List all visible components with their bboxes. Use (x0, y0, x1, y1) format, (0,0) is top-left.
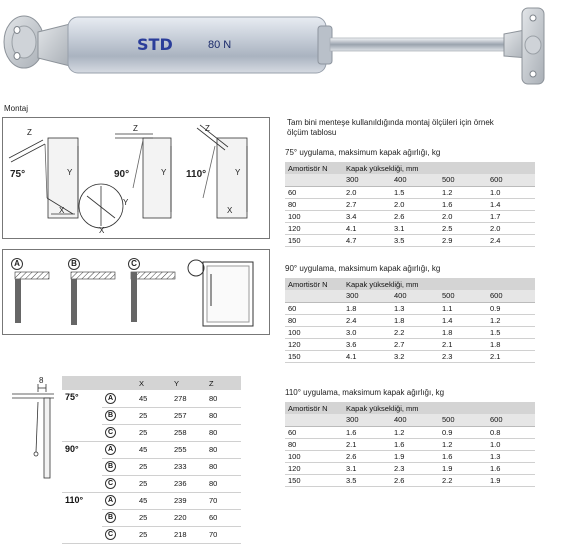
spec-table-75 (285, 148, 535, 247)
variant-diagram-panel (2, 249, 270, 335)
table-row: B 25 233 80 (62, 458, 241, 475)
height-header: 500 (439, 174, 487, 186)
intro-text-line-2: ölçüm tablosu (287, 128, 337, 137)
table-row: 75° A 45 278 80 (62, 390, 241, 407)
table-row: 120 3.1 2.3 1.9 1.6 (285, 462, 535, 474)
height-header: 500 (439, 414, 487, 426)
table-row: 60 1.6 1.2 0.9 0.8 (285, 426, 535, 438)
table-row: 110° A 45 239 70 (62, 492, 241, 509)
height-header: 500 (439, 290, 487, 302)
axis-y-75: Y (67, 168, 73, 177)
variant-badge: B (105, 410, 116, 421)
table-row: 100 3.4 2.6 2.0 1.7 (285, 210, 535, 222)
montaj-heading: Montaj (4, 104, 29, 113)
table-row: 60 2.0 1.5 1.2 1.0 (285, 186, 535, 198)
col-label-height: Kapak yüksekliği, mm (343, 402, 535, 414)
table-row: 80 2.4 1.8 1.4 1.2 (285, 314, 535, 326)
table-row: C 25 258 80 (62, 424, 241, 441)
variant-badge: C (105, 529, 116, 540)
axis-y-detail: Y (123, 198, 129, 207)
axis-z-75: Z (27, 128, 32, 137)
table-row: 100 3.0 2.2 1.8 1.5 (285, 326, 535, 338)
axis-x-110: X (227, 206, 233, 215)
height-header: 600 (487, 174, 535, 186)
col-label-shock: Amortisör N (285, 402, 343, 414)
intro-text-line-1: Tam bini menteşe kullanıldığında montaj ölçüleri için örnek (287, 118, 494, 127)
variant-label-a: A (11, 258, 23, 270)
cabinet-sketch (8, 372, 58, 482)
dimension-label: 8 (39, 376, 44, 385)
table-row: C 25 236 80 (62, 475, 241, 492)
axis-z-110: Z (205, 124, 210, 133)
table-row: 120 3.6 2.7 2.1 1.8 (285, 338, 535, 350)
height-header: 600 (487, 290, 535, 302)
position-table-grid (62, 376, 241, 544)
spec-table-grid (285, 402, 535, 487)
spec-table-90 (285, 264, 535, 363)
height-header: 400 (391, 290, 439, 302)
mounting-diagram-panel (2, 117, 270, 239)
height-header: 400 (391, 174, 439, 186)
strut-force-label: 80 N (208, 39, 232, 51)
axis-y-110: Y (235, 168, 241, 177)
gas-strut-image (0, 0, 569, 95)
spec-table-title: 75° uygulama, maksimum kapak ağırlığı, kg (285, 148, 441, 157)
header-x: X (136, 376, 171, 390)
variant-label-b: B (68, 258, 80, 270)
spec-table-title: 110° uygulama, maksimum kapak ağırlığı, kg (285, 388, 445, 397)
spec-table-grid (285, 162, 535, 247)
col-label-shock: Amortisör N (285, 162, 343, 174)
axis-x-75: X (59, 206, 65, 215)
angle-label: 110° (62, 492, 102, 543)
spec-table-grid (285, 278, 535, 363)
table-row: 120 4.1 3.1 2.5 2.0 (285, 222, 535, 234)
angle-label: 90° (62, 441, 102, 492)
spec-table-110 (285, 388, 535, 487)
height-header: 400 (391, 414, 439, 426)
angle-label-75: 75° (10, 169, 26, 180)
col-label-height: Kapak yüksekliği, mm (343, 162, 535, 174)
header-z: Z (206, 376, 241, 390)
table-row: 150 4.1 3.2 2.3 2.1 (285, 350, 535, 362)
header-y: Y (171, 376, 206, 390)
table-row: 150 3.5 2.6 2.2 1.9 (285, 474, 535, 486)
height-header: 300 (343, 290, 391, 302)
height-header: 600 (487, 414, 535, 426)
angle-label-110: 110° (186, 169, 207, 180)
table-row: 80 2.1 1.6 1.2 1.0 (285, 438, 535, 450)
height-header: 300 (343, 174, 391, 186)
table-row: 90° A 45 255 80 (62, 441, 241, 458)
position-table (62, 376, 241, 544)
table-row: 80 2.7 2.0 1.6 1.4 (285, 198, 535, 210)
strut-brand-label: STD (137, 35, 173, 54)
table-row: 100 2.6 1.9 1.6 1.3 (285, 450, 535, 462)
mounting-diagram-drawing (3, 118, 271, 240)
height-header: 300 (343, 414, 391, 426)
table-row: B 25 220 60 (62, 509, 241, 526)
cabinet-sketch-drawing (8, 372, 58, 482)
variant-badge: A (105, 393, 116, 404)
variant-badge: C (105, 478, 116, 489)
col-label-height: Kapak yüksekliği, mm (343, 278, 535, 290)
variant-label-c: C (128, 258, 140, 270)
table-row: C 25 218 70 (62, 526, 241, 543)
col-label-shock: Amortisör N (285, 278, 343, 290)
spec-table-title: 90° uygulama, maksimum kapak ağırlığı, kg (285, 264, 441, 273)
table-row: B 25 257 80 (62, 407, 241, 424)
table-row: 150 4.7 3.5 2.9 2.4 (285, 234, 535, 246)
axis-y-90: Y (161, 168, 167, 177)
variant-badge: A (105, 495, 116, 506)
variant-badge: C (105, 427, 116, 438)
variant-badge: B (105, 512, 116, 523)
axis-x-detail: X (99, 226, 105, 235)
angle-label-90: 90° (114, 169, 130, 180)
intro-text (287, 118, 494, 138)
variant-badge: A (105, 444, 116, 455)
table-row: 60 1.8 1.3 1.1 0.9 (285, 302, 535, 314)
gas-strut-drawing (0, 0, 569, 95)
angle-label: 75° (62, 390, 102, 441)
variant-badge: B (105, 461, 116, 472)
axis-z-90: Z (133, 124, 138, 133)
